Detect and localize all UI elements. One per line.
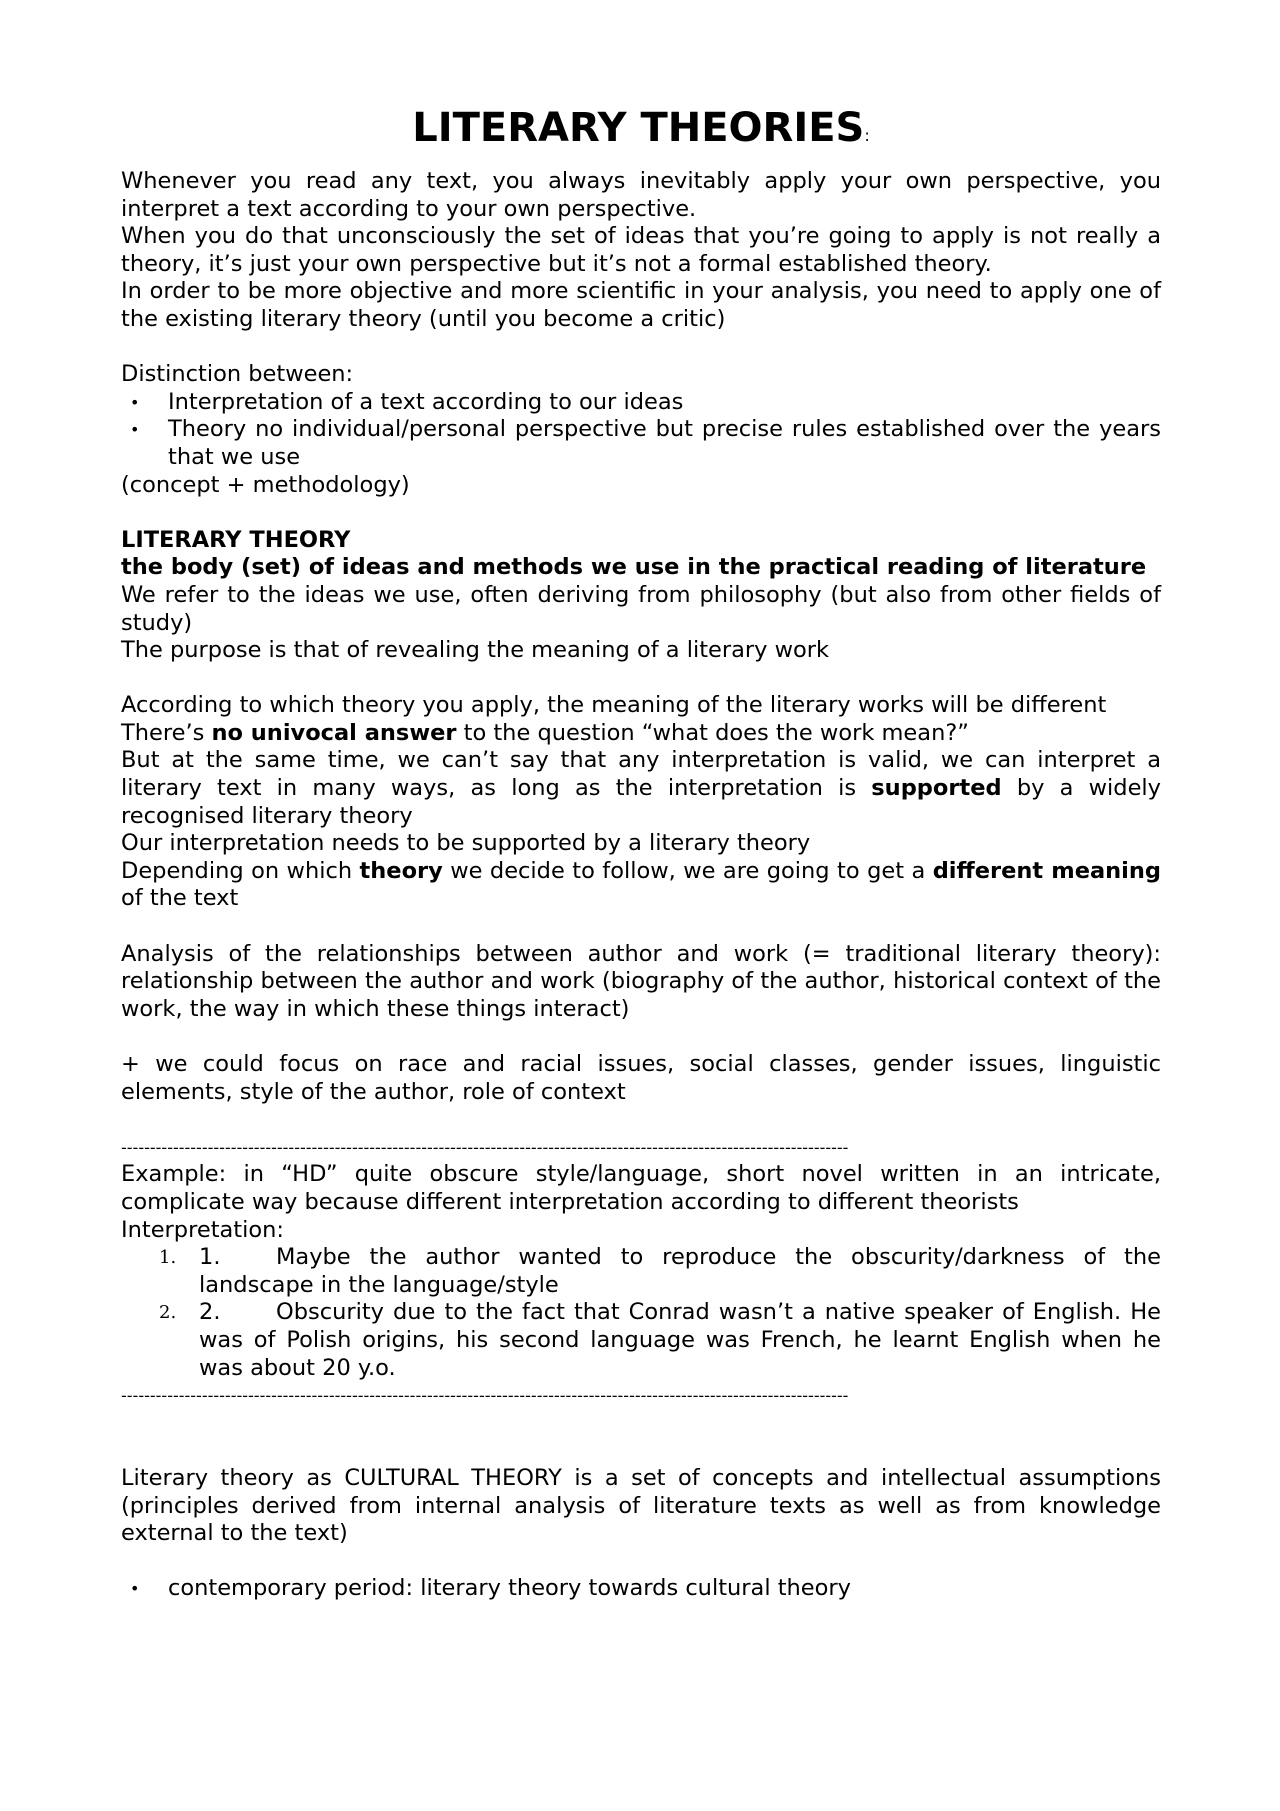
spacer <box>121 1106 1161 1134</box>
example-label: Interpretation: <box>121 1216 284 1243</box>
intro-paragraph-2: When you do that unconsciously the set of ideas that you’re going to apply is not really a theory, it’s just your own perspective but it’s not a formal established theory. <box>121 223 1161 277</box>
meaning-line-4: Our interpretation needs to be supported by a literary theory <box>121 830 811 857</box>
literary-theory-definition <box>121 554 1161 582</box>
page-title <box>121 104 1161 160</box>
text-run: to the question “what does the work mean?” <box>456 719 969 746</box>
list-item-text: contemporary period: literary theory towards cultural theory <box>168 1575 851 1602</box>
list-marker: 1. <box>159 1247 177 1269</box>
analysis-paragraph: Analysis of the relationships between author and work (= traditional literary theory): relationship between the author and work (biography of the author, historical context of the work, the way in which these things interact) <box>121 940 1161 1022</box>
text-run-bold: no univocal answer <box>211 719 457 746</box>
list-item-text: Maybe the author wanted to reproduce the obscurity/darkness of the landscape in the language/style <box>199 1244 1161 1298</box>
text-run: Depending on which <box>121 857 360 884</box>
bullet-icon: • <box>130 420 140 440</box>
spacer <box>121 1023 1161 1051</box>
list-inner-number: 1. <box>199 1244 221 1271</box>
list-inner-number: 2. <box>199 1299 221 1326</box>
spacer <box>121 1437 1161 1465</box>
spacer <box>121 913 1161 941</box>
list-item <box>121 1575 1161 1603</box>
example-intro: Example: in “HD” quite obscure style/language, short novel written in an intricate, complicate way because different interpretation according to different theorists <box>121 1161 1161 1215</box>
spacer <box>121 334 1161 362</box>
cultural-theory-paragraph: Literary theory as CULTURAL THEORY is a set of concepts and intellectual assumptions (principles derived from internal analysis of literature texts as well as from knowledge external to the text) <box>121 1464 1161 1547</box>
bullet-icon: • <box>130 392 140 412</box>
spacer <box>121 665 1161 693</box>
list-item-text: Interpretation of a text according to our ideas <box>168 388 684 415</box>
page-title-text: LITERARY THEORIES <box>412 105 865 151</box>
list-marker: 2. <box>159 1302 177 1324</box>
intro-paragraph-3: In order to be more objective and more scientific in your analysis, you need to apply one of the existing literary theory (until you become a critic) <box>121 278 1161 332</box>
text-run-bold: theory <box>359 857 443 884</box>
literary-theory-heading-text: LITERARY THEORY <box>121 526 351 553</box>
distinction-footer: (concept + methodology) <box>121 471 410 498</box>
spacer <box>121 1410 1161 1438</box>
list-item-text: Obscurity due to the fact that Conrad wasn’t a native speaker of English. He was of Polish origins, his second language was French, he learnt English when he was about 20 y.o. <box>199 1299 1161 1381</box>
literary-theory-line-2: The purpose is that of revealing the meaning of a literary work <box>121 637 830 664</box>
divider-line: ------------------------------------------------------------------------------------------------------------------------------ <box>121 1386 849 1406</box>
text-run: There’s <box>121 719 212 746</box>
spacer <box>121 1548 1161 1576</box>
list-item <box>121 389 1161 417</box>
literary-theory-line-1: We refer to the ideas we use, often deriving from philosophy (but also from other fields of study) <box>121 581 1161 636</box>
meaning-line-5 <box>121 858 1161 913</box>
meaning-line-2 <box>121 720 1161 748</box>
text-run: we decide to follow, we are going to get a <box>442 857 933 884</box>
bullet-icon: • <box>130 1579 140 1599</box>
list-item <box>121 416 1161 471</box>
literary-theory-definition-text: the body (set) of ideas and methods we use in the practical reading of literature <box>121 554 1147 581</box>
contemporary-list <box>121 1575 1161 1603</box>
divider-line: ------------------------------------------------------------------------------------------------------------------------------ <box>121 1137 849 1157</box>
example-list <box>121 1244 1161 1382</box>
focus-paragraph: + we could focus on race and racial issues, social classes, gender issues, linguistic elements, style of the author, role of context <box>121 1051 1161 1105</box>
distinction-list <box>121 389 1161 472</box>
intro-paragraph-1: Whenever you read any text, you always inevitably apply your own perspective, you interpret a text according to your own perspective. <box>121 168 1161 222</box>
meaning-line-1: According to which theory you apply, the meaning of the literary works will be different <box>121 692 1107 719</box>
list-item <box>121 1299 1161 1382</box>
list-item <box>121 1244 1161 1299</box>
text-run: by a widely recognised literary theory <box>121 775 1161 829</box>
list-item-text: Theory no individual/personal perspective but precise rules established over the years that we use <box>168 416 1161 470</box>
meaning-line-3 <box>121 747 1161 830</box>
text-run: of the text <box>121 885 239 912</box>
text-run: But at the same time, we can’t say that any interpretation is valid, we can interpret a literary text in many ways, as long as the interpretation is <box>121 747 1161 802</box>
spacer <box>121 499 1161 527</box>
page-title-colon: : <box>864 126 870 145</box>
literary-theory-heading <box>121 527 1161 555</box>
text-run-bold: supported <box>871 775 1002 802</box>
distinction-heading: Distinction between: <box>121 361 354 388</box>
document-body <box>121 104 1161 1603</box>
text-run-bold: different meaning <box>932 857 1162 884</box>
